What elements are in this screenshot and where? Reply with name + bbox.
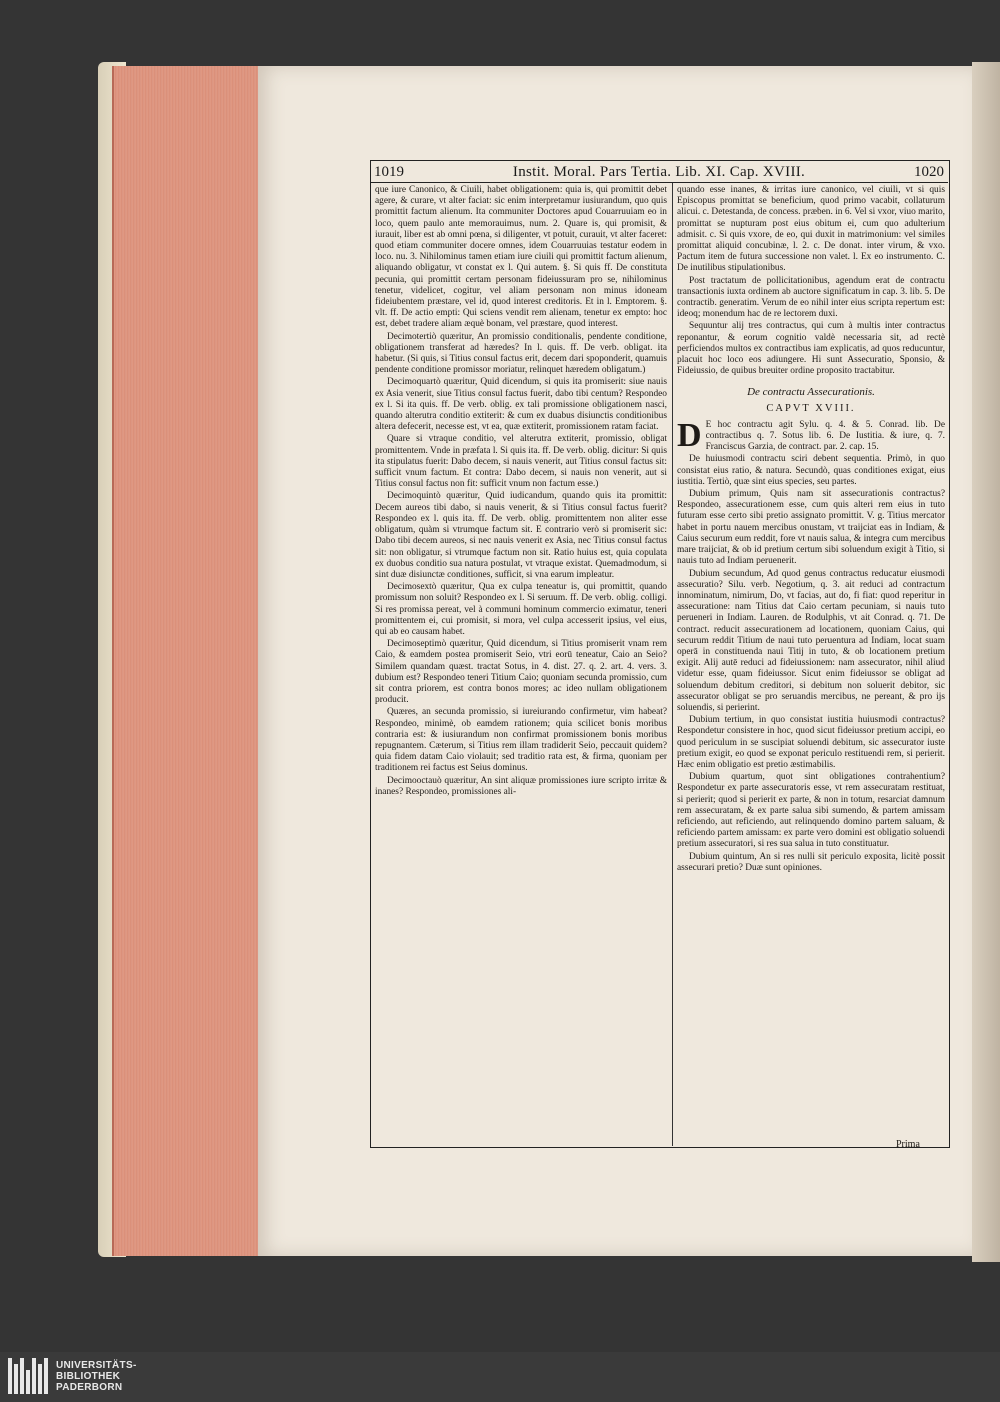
right-text-column bbox=[677, 185, 945, 1143]
paragraph: Decimoquartò quæritur, Quid dicendum, si quis ita promiserit: siue nauis ex Asia venerit, siue Titius consul factus fuerit, dabo tibi centum? Respondeo ex l. Si ita quis. ff. De verb. oblig. ex tali promissione obligationem nasci, quando alterutra conditio extiterit: & cum ex duabus disiunctis conditionibus altera defecerit, necesse est, vt ea, quæ extiterit, promissionem ratam faciat. bbox=[375, 377, 667, 433]
paragraph: Dubium secundum, Ad quod genus contractus reducatur eiusmodi assecuratio? Silu. verb. Negotium, q. 3. ait reduci ad contractum innominatum, nimirum, Do, vt facias, aut do, fi fiat: quod reperitur in assecuratione: nam Titius dat Caio certam pecuniam, si nauis tuto perueneri in Indiam. Lauren. de Rodulphis, vt ait Conrad. q. 71. De contract. reducit assecurationem ad locationem, quoniam Caius, qui securum reddit Titium de naui tuto peruentura ad Indiam, locat suam operā in constituenda naui Titij in tuto, & ob locationem pretium exigit. Alij autē reduci ad fideiussionem: nam assecurator, nihil aliud videtur esse, quam fideiussor. Sicut enim fideiussor se obligat ad soluendum debitum creditori, si debitum non soluerit debitor, sic assecurator obligat se pro seruandis mercibus, ne pereant, & pro ijs soluendis, si perierint. bbox=[677, 568, 945, 713]
library-name-line: UNIVERSITÄTS- bbox=[56, 1359, 137, 1371]
library-name-line: BIBLIOTHEK bbox=[56, 1370, 121, 1382]
paragraph: Decimoseptimò quæritur, Quid dicendum, si Titius promiserit vnam rem Caio, & eamdem postea promiserit Seio, vtri eorū teneatur, Caio an Seio? Similem quandam quæst. tractat Sotus, in 4. dist. 27. q. 2. art. 4. vers. 3. dubium est? Respondeo teneri Titium Caio; quoniam secunda promissio, cum sit contra priorem, est contra bonos mores; ac ideo nullam obligationem producit. bbox=[375, 639, 667, 706]
paragraph: De huiusmodi contractu sciri debent sequentia. Primò, in quo consistat eius ratio, & natura. Secundò, quas conditiones exigat, eius iustitia. Tertiò, quæ sint eius species, seu partes. bbox=[677, 454, 945, 487]
paragraph-with-initial bbox=[677, 416, 945, 454]
paragraph: Quare si vtraque conditio, vel alterutra extiterit, promissio, obligat promittentem. Vnde in præfata l. Si quis ita. ff. De verb. oblig. dicitur: Si quis ita stipulatus fuerit: Dabo decem, si nauis venerit, aut Titius consul factus sit: sufficit vnum factum. Et contra: Dabo decem, si nauis non venerit, aut si Titius consul factus non fit: sufficit vnum non factum esse.) bbox=[375, 434, 667, 490]
running-header bbox=[374, 162, 944, 182]
book-fore-edge bbox=[112, 66, 264, 1256]
drop-cap-initial: D bbox=[677, 416, 702, 454]
page-number-right: 1020 bbox=[914, 163, 944, 180]
library-footer bbox=[0, 1352, 1000, 1402]
paragraph: Dubium primum, Quis nam sit assecurationis contractus? Respondeo, assecurationem esse, cum quis alteri rem eius in tuto futuram esse certo sibi pretio assignato promittit. V. g. Titius mercator habet in portu nauem mercibus onustam, vt traijciat eas in Indiam, & Caius securum eum reddit, fore vt nauis salua, & integra cum mercibus mare traijciat, & ob id pretium certum sibi soluendum exigit à Titio, si nauis tuto ad Indiam peruenerit. bbox=[677, 489, 945, 567]
running-title: Instit. Moral. Pars Tertia. Lib. XI. Cap. XVIII. bbox=[512, 163, 806, 180]
library-name bbox=[56, 1360, 137, 1393]
paragraph: Decimoquintò quæritur, Quid iudicandum, quando quis ita promittit: Decem aureos tibi dabo, si nauis venerit, & si Titius consul factus fuerit? Respondeo ex l. quis ita. ff. De verb. oblig. promittentem non aliter esse obligatum, quàm si vtrumque factum sit. E contrario verò si promiserit sic: Dabo tibi decem aureos, si nec nauis venerit ex Asia, nec Titius consul factus sit: non obligatur, si vtrumque factum non sit. Ratio huius est, quia copulata ex duobus conditio sua natura postulat, vt vtraque existat. Quemadmodum, si sint duæ disiunctæ conditiones, sufficit, si vna earum impleatur. bbox=[375, 491, 667, 580]
paragraph: Dubium tertium, in quo consistat iustitia huiusmodi contractus? Respondetur consistere in hoc, quod sicut fideiussor pretium accipi, eo quod periculum in se suscipiat soluendi debitum, sic assecurator iuste pretium exigit, eo quod se exponat periculo restituendi rem, si perierit. Hæc enim obligatio est pretio æstimabilis. bbox=[677, 715, 945, 770]
header-rule bbox=[370, 182, 948, 183]
paragraph: que iure Canonico, & Ciuili, habet obligationem: quia is, qui promittit debet agere, & curare, vt alter faciat: sic enim interpretamur iusiurandum, quo quis promittit factum alienum. Ita communiter Doctores apud Couarruuiam eo in loco, quem paulo ante memorauimus, num. 2. Quare is, qui promisit, & iurauit, liber est ab omni pœna, si diligenter, vt potuit, curauit, vt alter faceret: quod etiam communiter docere omnes, idem Couarruuias testatur eodem in loco. nu. 3. Nihilominus tamen etiam iure ciuili qui promittit factum alienum, aliquando obligatur, vt constat ex l. Qui autem. §. Si quis ff. De constituta pecunia, qui promittit certam personam fideiussuram pro se, nihilominus tenetur, videlicet, cogitur, vel aliam personam non minus idoneam fideiubentem præstare, vel id, quod interest creditoris. Et in l. Emptorem. §. vlt. ff. De actio empti: Qui sciens vendit rem alienam, tenetur ex empto: hoc est, debet tradere aliam æquè bonam, vel præstare, quod interest. bbox=[375, 185, 667, 330]
paragraph: Decimosextò quæritur, Qua ex culpa teneatur is, qui promittit, quando promissum non soluit? Respondeo ex l. Si seruum. ff. De verb. oblig. colligi. Si res promissa pereat, vel à communi hominum commercio eximatur, teneri promittentem ei, cui promisit, si mora, vel culpa accesserit ipsius, vel eius, qui ab eo causam habet. bbox=[375, 582, 667, 637]
left-text-column bbox=[375, 185, 667, 1143]
paragraph-text: E hoc contractu agit Sylu. q. 4. & 5. Conrad. lib. De contractibus q. 7. Sotus lib. 6. De Iustitia. & iure, q. 7. Franciscus Garzia, de contract. par. 2. cap. 15. bbox=[705, 419, 945, 453]
paragraph: Quæres, an secunda promissio, si iureiurando confirmetur, vim habeat? Respondeo, minimè, ob eamdem rationem; quia scilicet bonis moribus contraria est: & iusiurandum non confirmat promissionem bonis moribus repugnantem. Cæterum, si Titius rem illam tradiderit Seio, peccauit quidem? quia fidem datam Caio violauit; sed traditio rata est, & firma, quoniam per traditionem rei factus est Seius dominus. bbox=[375, 707, 667, 774]
library-logo bbox=[8, 1358, 137, 1394]
paragraph: Sequuntur alij tres contractus, qui cum à multis inter contractus reponantur, & eorum cognitio valdè necessaria sit, ad rectè perficiendos multos ex contractibus iam explicatis, ad quos reducuntur, placuit hoc loco eos adiungere. Hi sunt Assecuratio, Sponsio, & Fideiussio, de quibus breuiter ordine proposito tractabitur. bbox=[677, 321, 945, 377]
library-name-line: PADERBORN bbox=[56, 1381, 123, 1393]
library-logo-icon bbox=[8, 1358, 48, 1394]
column-divider bbox=[672, 183, 673, 1146]
section-heading: De contractu Assecurationis. bbox=[747, 386, 875, 399]
paragraph: Decimotertiò quæritur, An promissio conditionalis, pendente conditione, obligationem transferat ad hæredes? In l. quis. ff. De verb. obligat. ita habetur. (Si quis, si Titius consul factus erit, decem dari spoponderit, quamuis pendente conditione promissor moriatur, relinquet hæredem obligatum.) bbox=[375, 331, 667, 376]
paragraph: Post tractatum de pollicitationibus, agendum erat de contractu transactionis iuxta ordinem ab auctore significatum in cap. 3. lib. 5. De contractib. generatim. Verum de eo nihil inter eius scripta repertum est: ideoq; monendum hac de re lectorem duxi. bbox=[677, 275, 945, 320]
catchword: Prima bbox=[896, 1139, 920, 1150]
paragraph: Decimooctauò quæritur, An sint aliquæ promissiones iure scripto irritæ & inanes? Respondeo, promissiones ali- bbox=[375, 775, 667, 797]
chapter-heading: CAPVT XVIII. bbox=[766, 402, 856, 414]
paragraph: quando esse inanes, & irritas iure canonico, vel ciuili, vt si quis Episcopus promittat se beneficium, quod primo vacabit, collaturum alicui. c. Detestanda, de concess. præben. in 6. Vel si vxor, viuo marito, promittat se nupturam post eius obitum ei, cum quo adulterium admisit. c. Si quis vxore, de eo, qui duxit in matrimonium: vel similes promittat aliquid concubinæ, l. 2. c. De donat. inter virum, & vxo. Pactum item de futura successione non valet. l. Ex eo instrumento. C. De inutilibus stipulationibus. bbox=[677, 185, 945, 274]
paragraph: Dubium quintum, An si res nulli sit periculo exposita, licitè possit assecurari pretio? Duæ sunt opiniones. bbox=[677, 851, 945, 873]
page-number-left: 1019 bbox=[374, 163, 404, 180]
paragraph: Dubium quartum, quot sint obligationes contrahentium? Respondetur ex parte assecuratoris esse, vt rem assecuratam restituat, si perierit; quod si perierit ex parte, & non in totum, resarciat damnum rem assecuratam, & ex parte salua sibi sumendo, & partem amissam reficiendo, aut reficiendo, aut relinquendo domino partem saluam, & reficiendo partem amissam: ex parte vero domini est obligatio soluendi pretium assecuratori, si res sua salua in tuto constituatur. bbox=[677, 772, 945, 850]
facing-page-edge bbox=[972, 62, 1000, 1262]
